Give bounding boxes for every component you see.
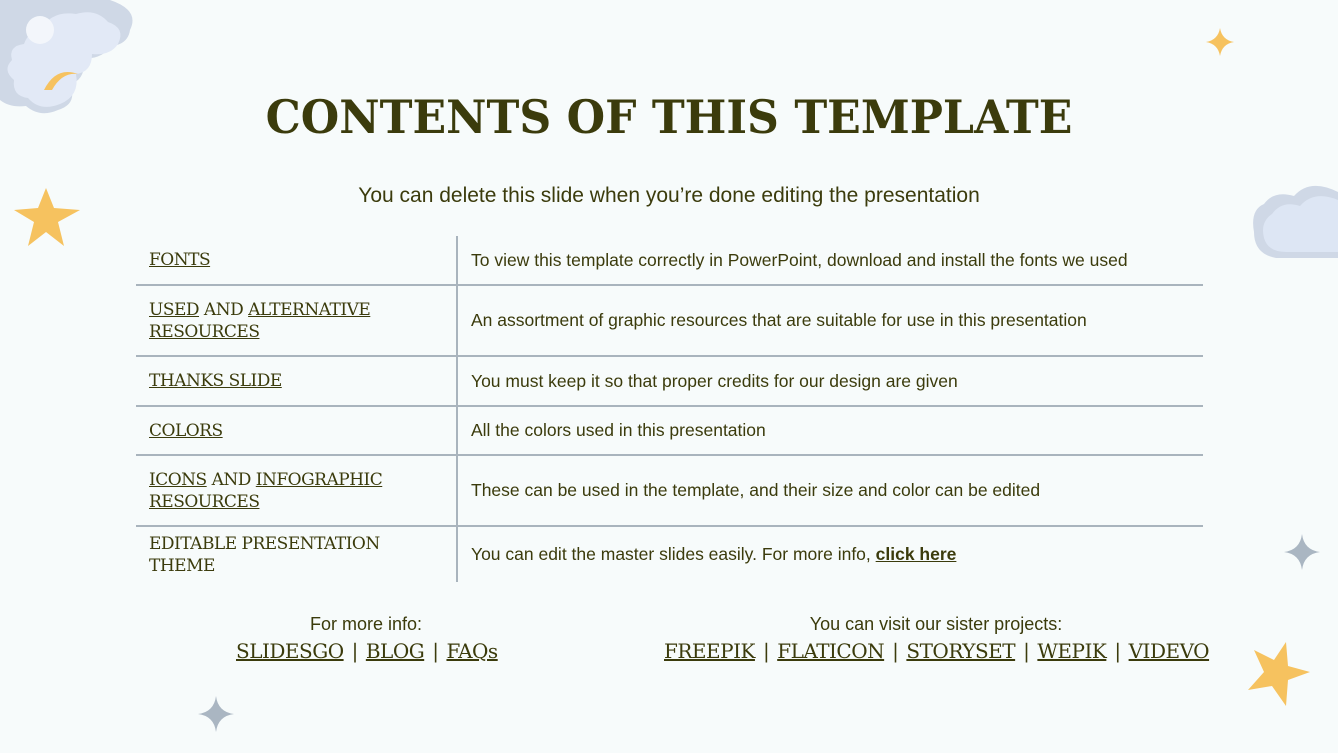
slidesgo-link[interactable]: SLIDESGO (236, 639, 344, 663)
link-separator: | (1114, 639, 1121, 663)
colors-link[interactable]: COLORS (149, 420, 223, 441)
label-connector: AND (206, 469, 256, 490)
table-row (136, 285, 1203, 356)
contents-table (136, 236, 1203, 582)
row-description: To view this template correctly in PowerPoint, download and install the fonts we used (471, 249, 1128, 270)
editable-theme-label: EDITABLE PRESENTATION THEME (149, 533, 380, 576)
link-separator: | (351, 639, 358, 663)
row-label (136, 236, 457, 285)
footer-more-info-links (236, 636, 496, 666)
thanks-slide-link[interactable]: THANKS SLIDE (149, 371, 282, 391)
faqs-link[interactable]: FAQs (446, 639, 498, 663)
sparkle-icon (198, 696, 234, 732)
used-link[interactable]: USED (149, 299, 200, 320)
footer-more-info-label: For more info: (309, 614, 423, 634)
alternative-resources-link[interactable]: ALTERNATIVE RESOURCES (149, 299, 371, 342)
table-row (136, 455, 1203, 526)
table-row (136, 236, 1203, 285)
click-here-link[interactable]: click here (875, 544, 957, 564)
blog-link[interactable]: BLOG (365, 639, 425, 663)
infographic-resources-link[interactable]: INFOGRAPHIC RESOURCES (149, 469, 383, 512)
footer-more-info (236, 612, 496, 666)
videvo-link[interactable]: VIDEVO (1128, 639, 1210, 663)
fonts-link[interactable]: FONTS (149, 250, 211, 270)
link-separator: | (1023, 639, 1030, 663)
wepik-link[interactable]: WEPIK (1037, 639, 1107, 663)
row-description (457, 526, 1203, 582)
page-title: CONTENTS OF THIS TEMPLATE (265, 90, 1073, 144)
row-label (136, 526, 457, 582)
flaticon-link[interactable]: FLATICON (777, 639, 885, 663)
footer-sister-projects-links (664, 636, 1208, 666)
table-row (136, 406, 1203, 455)
row-description: You must keep it so that proper credits for our design are given (457, 356, 1203, 406)
star-icon (1246, 640, 1312, 708)
footer-sister-projects-label: You can visit our sister projects: (809, 614, 1063, 634)
footer-sister-projects (664, 612, 1208, 666)
row-description-text: You can edit the master slides easily. For more info, (471, 544, 876, 564)
label-connector: AND (199, 299, 249, 320)
row-description: An assortment of graphic resources that are suitable for use in this presentation (457, 285, 1203, 356)
row-label (136, 455, 457, 526)
table-row (136, 356, 1203, 406)
row-label (136, 285, 457, 356)
link-separator: | (432, 639, 439, 663)
sparkle-icon (1206, 28, 1234, 56)
table-row (136, 526, 1203, 582)
icons-link[interactable]: ICONS (149, 469, 207, 490)
row-description: All the colors used in this presentation (457, 406, 1203, 455)
row-description: These can be used in the template, and their size and color can be edited (457, 455, 1203, 526)
sparkle-icon (1284, 534, 1320, 570)
storyset-link[interactable]: STORYSET (906, 639, 1016, 663)
link-separator: | (762, 639, 770, 663)
link-separator: | (892, 639, 899, 663)
freepik-link[interactable]: FREEPIK (664, 639, 755, 663)
row-label (136, 356, 457, 406)
page-subtitle: You can delete this slide when you’re done editing the presentation (358, 184, 980, 207)
row-label (136, 406, 457, 455)
